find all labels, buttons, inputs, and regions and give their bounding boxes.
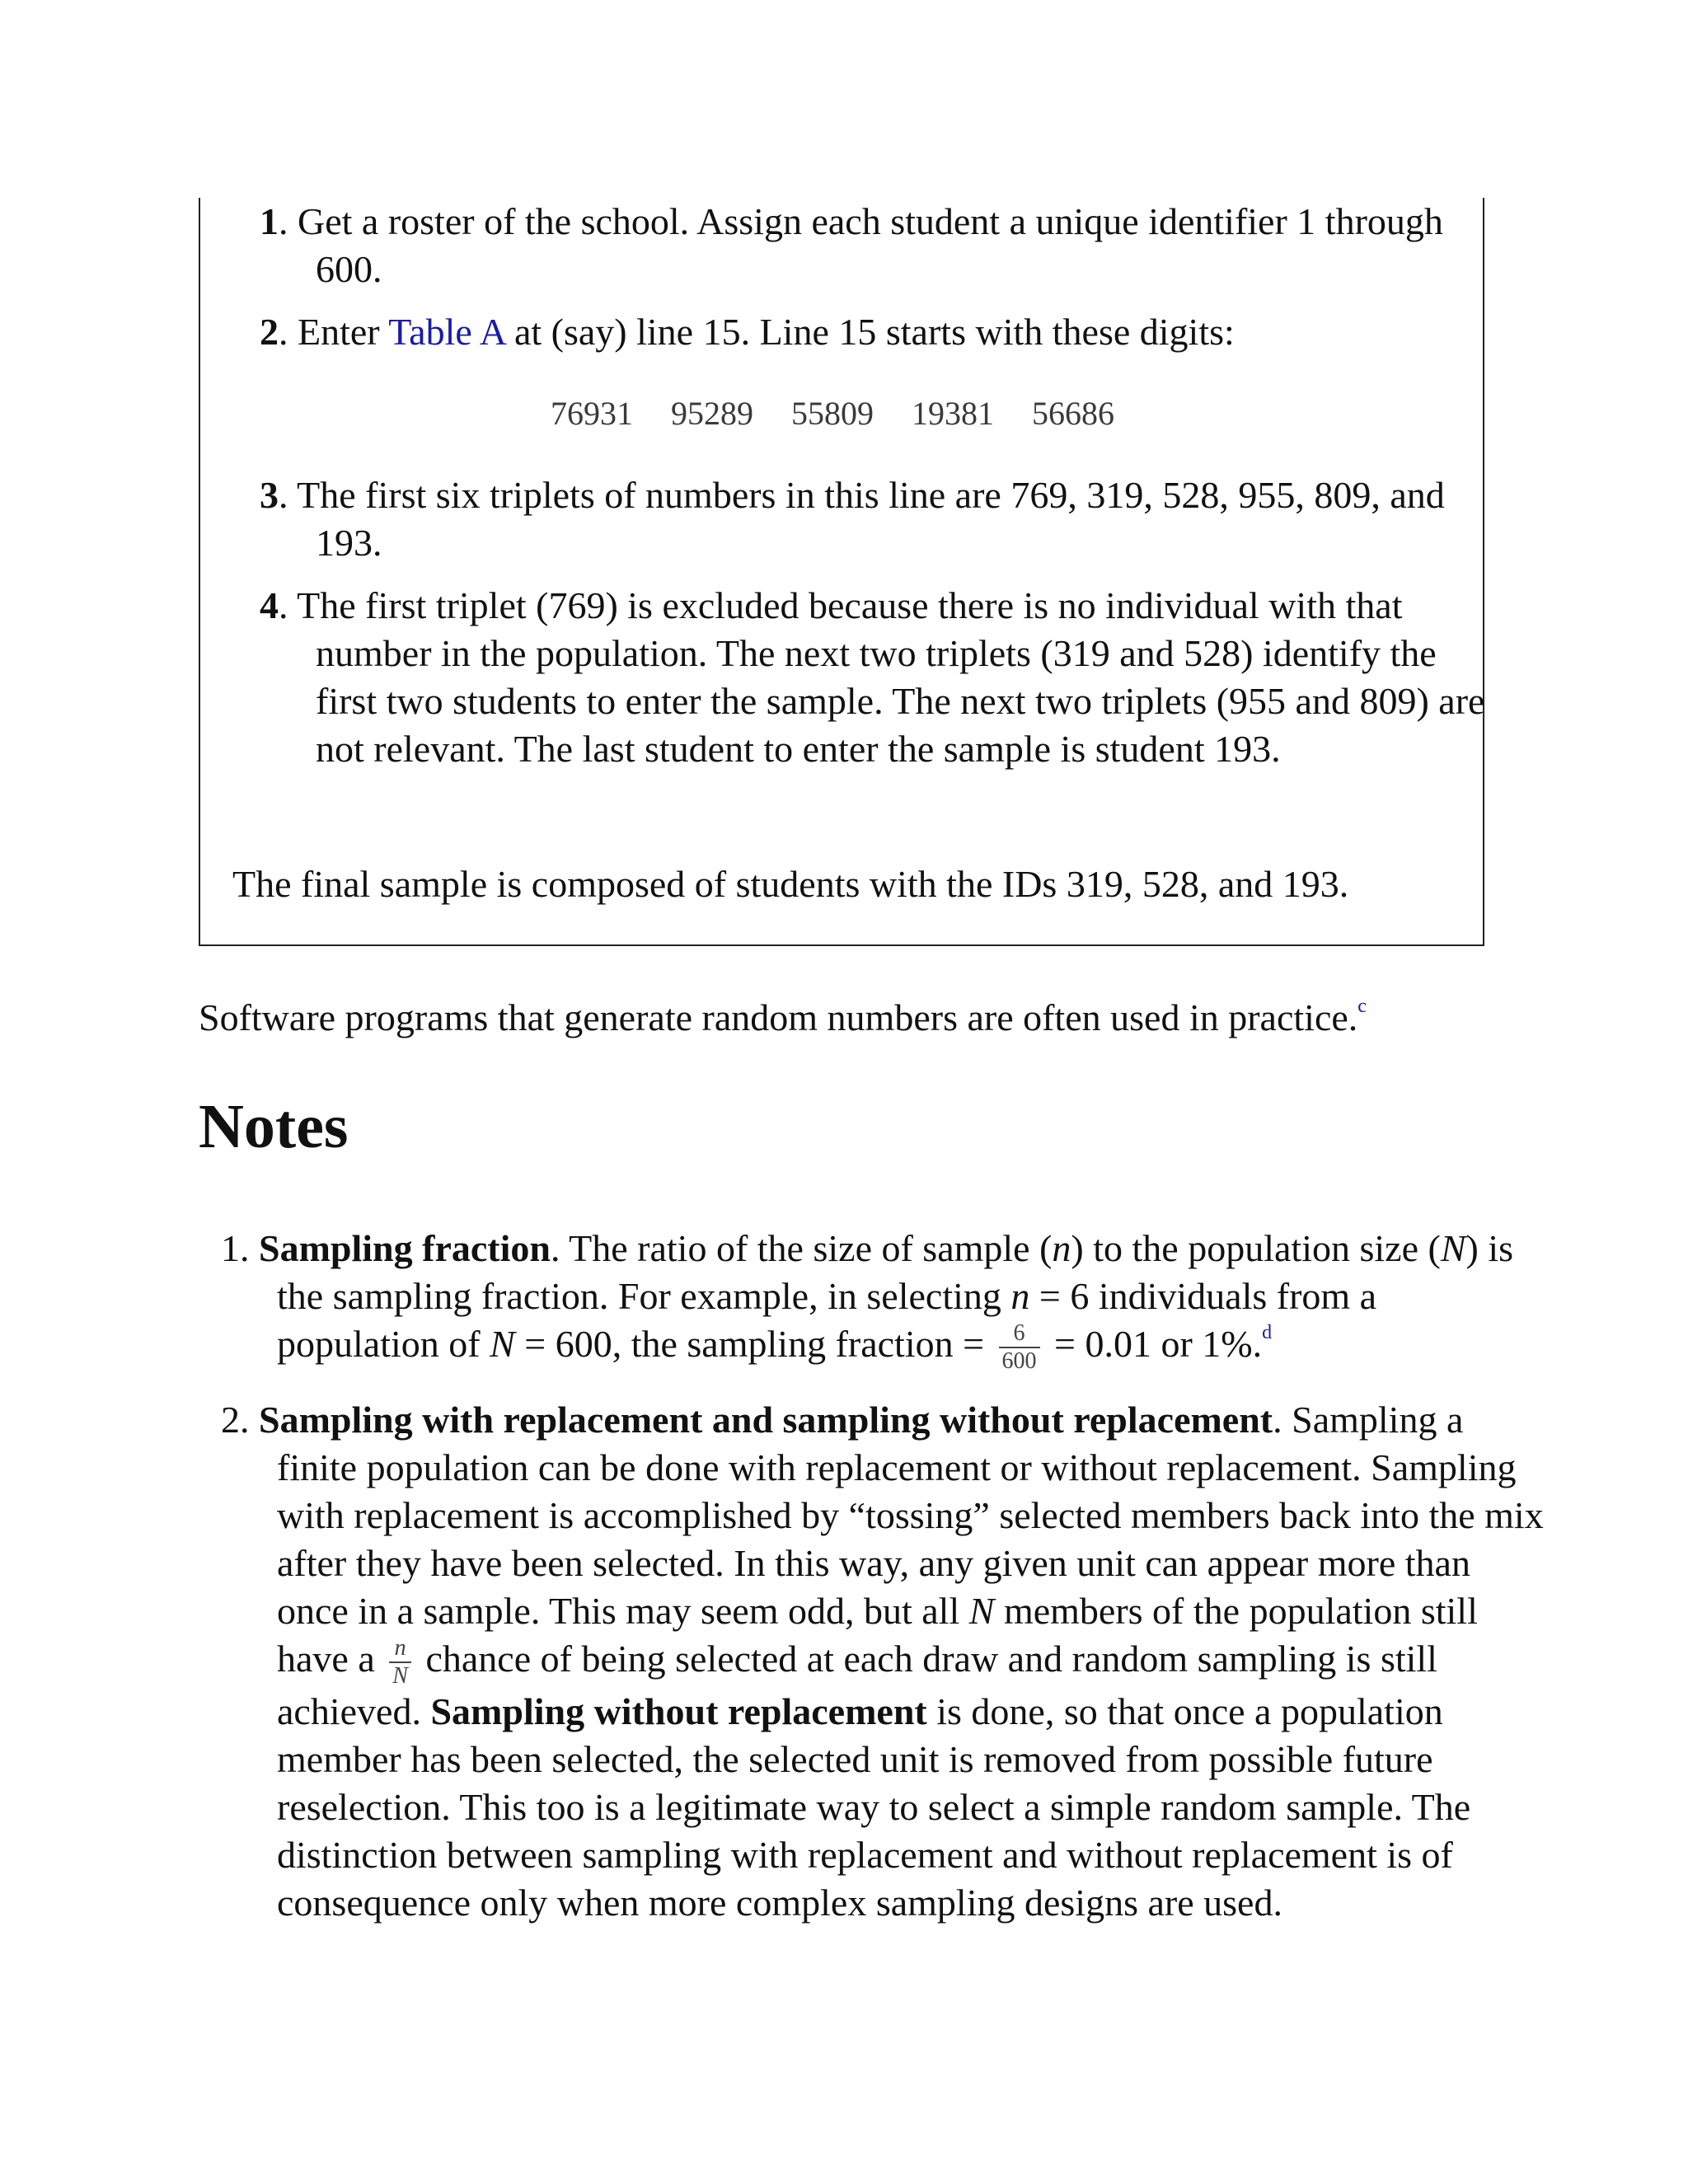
note-bold-term: Sampling without replacement	[430, 1690, 927, 1733]
footnote-ref-d[interactable]: d	[1262, 1322, 1273, 1343]
footnote-ref-c[interactable]: c	[1357, 996, 1367, 1017]
variable-N: N	[968, 1590, 995, 1632]
software-paragraph	[199, 994, 1517, 1042]
digit-group: 19381	[912, 395, 994, 432]
note-text: ) is the sampling fraction. For example, in selecting	[277, 1227, 1513, 1317]
note-text: = 6 individuals from a population of	[277, 1275, 1377, 1365]
note-text: . Sampling a finite population can be done with replacement or without replacement. Sampling with replacement is accomplished by “tossing” selected members back into the mix after they have been selected. In this way, any given unit can appear more than once in a sample. This may seem odd, but all	[277, 1399, 1544, 1632]
digit-group: 95289	[671, 395, 753, 432]
variable-N: N	[490, 1323, 515, 1365]
note-text: is done, so that once a population member has been selected, the selected unit is removed from possible future reselection. This too is a legitimate way to select a simple random sample. The distinction between sampling with replacement and without replacement is of consequence only when more complex sampling designs are used.	[277, 1690, 1471, 1924]
step-text: . The first triplet (769) is excluded because there is no individual with that number in the population. The next two triplets (319 and 528) identify the first two students to enter the sample. The next two triplets (955 and 809) are not relevant. The last student to enter the sample is student 193.	[279, 584, 1485, 770]
notes-heading: Notes	[199, 1092, 349, 1161]
example-step-2	[260, 308, 1503, 356]
fraction-n-over-N	[389, 1637, 411, 1688]
note-title: Sampling fraction	[259, 1227, 551, 1269]
step-text: . The first six triplets of numbers in this line are 769, 319, 528, 955, 809, and 193.	[279, 474, 1445, 564]
example-step-3	[260, 471, 1503, 567]
note-number: 1.	[221, 1227, 250, 1269]
note-text: = 600, the sampling fraction =	[514, 1323, 994, 1365]
step-number: 1	[260, 200, 279, 242]
step-text: . Enter	[279, 311, 389, 353]
step-number: 2	[260, 311, 279, 353]
note-text: members of the population still have a	[277, 1590, 1478, 1680]
fraction-denominator: 600	[999, 1347, 1040, 1373]
paragraph-text: Software programs that generate random numbers are often used in practice.	[199, 996, 1358, 1038]
fraction-numerator: 6	[1013, 1320, 1025, 1347]
note-text: = 0.01 or 1%.	[1044, 1323, 1263, 1365]
table-a-link[interactable]: Table A	[388, 311, 505, 353]
step-number: 4	[260, 584, 279, 626]
fraction-denominator: N	[389, 1661, 411, 1688]
fraction-6-over-600	[999, 1322, 1040, 1373]
random-digits-line	[551, 392, 1152, 435]
note-text: ) to the population size (	[1071, 1227, 1441, 1269]
variable-N: N	[1440, 1227, 1466, 1269]
variable-n: n	[1052, 1227, 1071, 1269]
digit-group: 76931	[551, 395, 633, 432]
note-title: Sampling with replacement and sampling without replacement	[259, 1399, 1273, 1441]
step-text: . Get a roster of the school. Assign each student a unique identifier 1 through 600.	[279, 200, 1443, 290]
example-step-1	[260, 198, 1503, 293]
fraction-numerator: n	[394, 1635, 406, 1661]
variable-n: n	[1010, 1275, 1030, 1317]
digit-group: 55809	[791, 395, 874, 432]
step-number: 3	[260, 474, 279, 516]
note-1	[221, 1225, 1546, 1373]
note-text: . The ratio of the size of sample (	[550, 1227, 1053, 1269]
note-text: chance of being selected at each draw and random sampling is still achieved.	[277, 1638, 1437, 1733]
note-number: 2.	[221, 1399, 250, 1441]
digit-group: 56686	[1032, 395, 1114, 432]
step-text: at (say) line 15. Line 15 starts with these digits:	[504, 311, 1235, 353]
example-step-4	[260, 582, 1503, 773]
final-sample-text: The final sample is composed of students with the IDs 319, 528, and 193.	[232, 863, 1349, 905]
note-2	[221, 1396, 1546, 1927]
